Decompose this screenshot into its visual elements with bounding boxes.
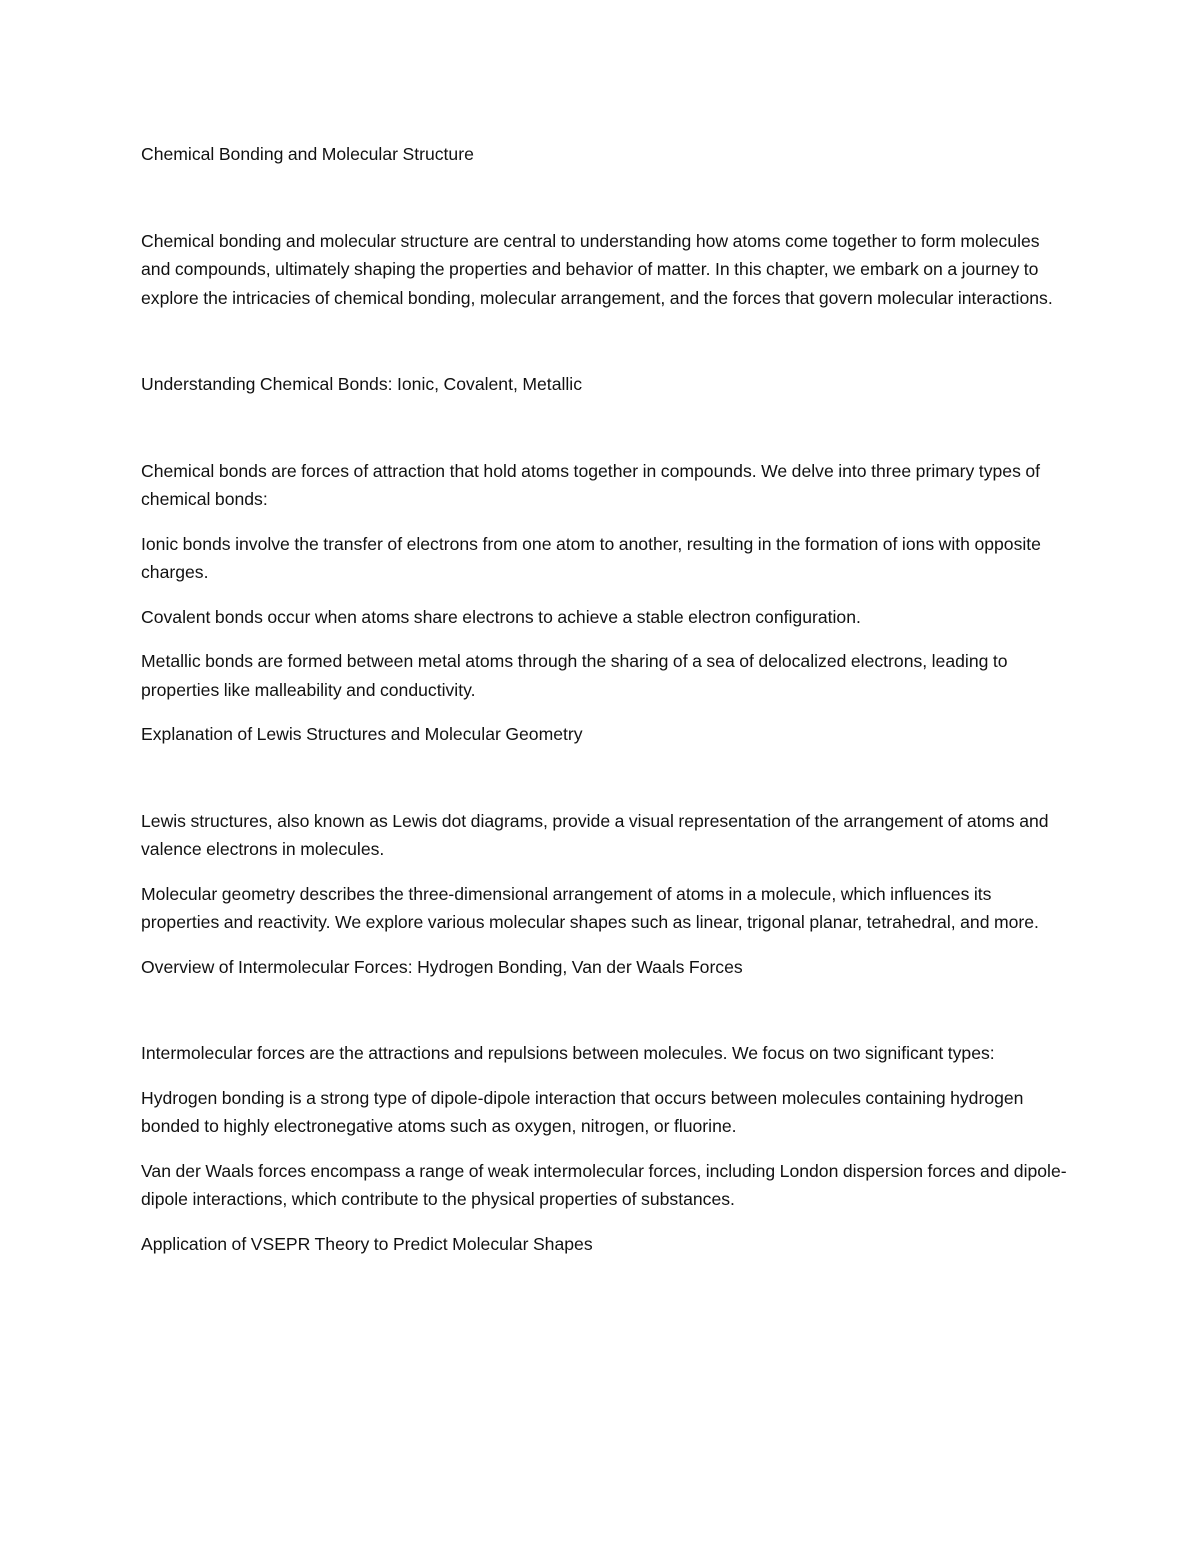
section-heading-vsepr: Application of VSEPR Theory to Predict Molecular Shapes — [141, 1233, 593, 1254]
section-heading-chemical-bonds: Understanding Chemical Bonds: Ionic, Covalent, Metallic — [141, 374, 582, 394]
document-body — [141, 140, 1071, 1316]
paragraph-intermolecular-intro: Intermolecular forces are the attractions and repulsions between molecules. We focus on two significant types: — [141, 1043, 995, 1063]
section-heading-lewis-structures: Explanation of Lewis Structures and Molecular Geometry — [141, 724, 583, 744]
paragraph-molecular-geometry: Molecular geometry describes the three-dimensional arrangement of atoms in a molecule, which influences its properties and reactivity. We explore various molecular shapes such as linear, trigonal planar, tetrahedral, and more. — [141, 883, 1039, 932]
paragraph-lewis-structures: Lewis structures, also known as Lewis dot diagrams, provide a visual representation of the arrangement of atoms and valence electrons in molecules. — [141, 810, 1049, 859]
paragraph-chemical-bonds-intro: Chemical bonds are forces of attraction that hold atoms together in compounds. We delve into three primary types of chemical bonds: — [141, 460, 1041, 509]
intro-paragraph: Chemical bonding and molecular structure are central to understanding how atoms come together to form molecules and compounds, ultimately shaping the properties and behavior of matter. In this chapter, we embark on a journey to explore the intricacies of chemical bonding, molecular arrangement, and the forces that govern molecular interactions. — [141, 230, 1053, 308]
paragraph-van-der-waals: Van der Waals forces encompass a range of weak intermolecular forces, including London dispersion forces and dipole-dipole interactions, which contribute to the physical properties of substances. — [141, 1160, 1067, 1209]
paragraph-hydrogen-bonding: Hydrogen bonding is a strong type of dipole-dipole interaction that occurs between molecules containing hydrogen bonded to highly electronegative atoms such as oxygen, nitrogen, or fluorine. — [141, 1087, 1024, 1136]
paragraph-ionic-bonds: Ionic bonds involve the transfer of electrons from one atom to another, resulting in the formation of ions with opposite charges. — [141, 533, 1041, 582]
paragraph-metallic-bonds: Metallic bonds are formed between metal atoms through the sharing of a sea of delocalized electrons, leading to properties like malleability and conductivity. — [141, 651, 1008, 700]
document-title: Chemical Bonding and Molecular Structure — [141, 144, 474, 164]
paragraph-covalent-bonds: Covalent bonds occur when atoms share electrons to achieve a stable electron configuration. — [141, 606, 861, 627]
section-heading-intermolecular-forces: Overview of Intermolecular Forces: Hydrogen Bonding, Van der Waals Forces — [141, 956, 743, 977]
